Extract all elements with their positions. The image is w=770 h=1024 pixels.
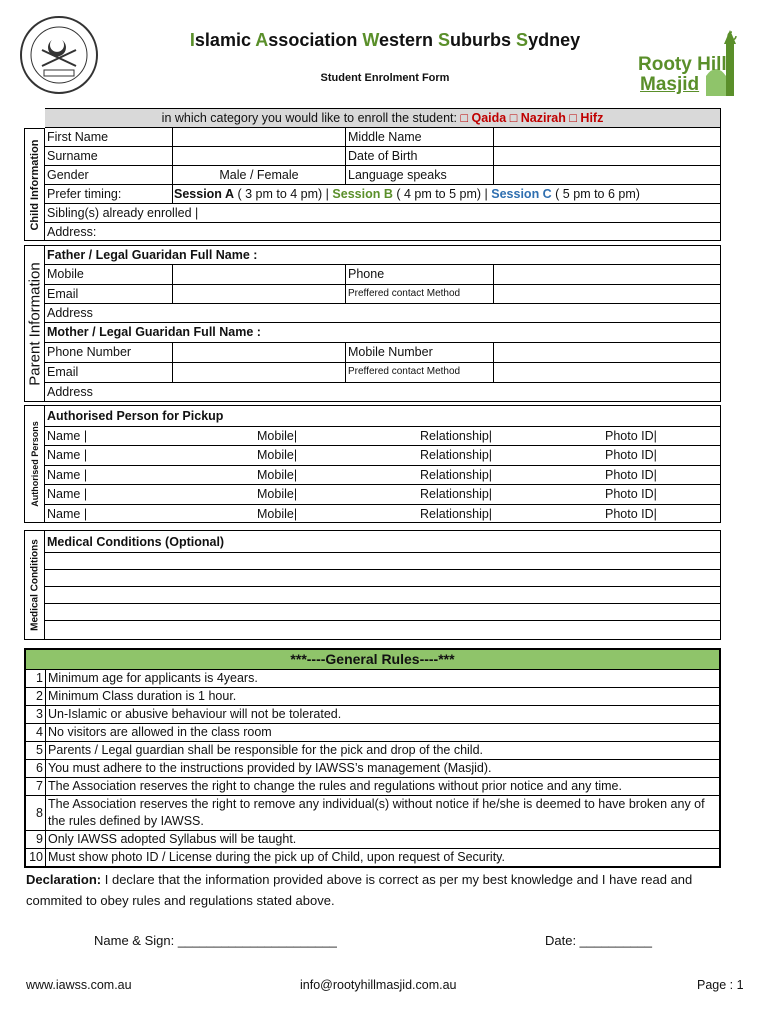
father-phone-input[interactable]	[493, 265, 720, 284]
medical-heading: Medical Conditions (Optional)	[47, 535, 225, 549]
language-input[interactable]	[493, 166, 720, 184]
category-prompt: in which category you would like to enroll the student:	[161, 111, 457, 125]
father-email-input[interactable]	[172, 285, 345, 303]
category-hifz[interactable]: □ Hifz	[569, 111, 604, 125]
authorised-mobile-label: Mobile|	[257, 506, 298, 521]
child-address-row	[45, 223, 720, 241]
declaration	[26, 869, 726, 911]
rule-item	[26, 777, 719, 795]
mother-contact-method-input[interactable]	[493, 363, 720, 382]
session-a-label: Session A	[174, 187, 234, 201]
title-capital-letter: A	[255, 30, 269, 50]
rule-number: 8	[26, 796, 46, 830]
father-address-label: Address	[47, 306, 93, 320]
medical-line[interactable]	[45, 604, 720, 621]
father-address-row	[45, 304, 720, 323]
authorised-heading-row	[45, 406, 720, 427]
child-address-label: Address:	[47, 225, 97, 239]
father-mobile-row	[45, 265, 720, 285]
title-capital-letter: S	[516, 30, 529, 50]
medical-line[interactable]	[45, 621, 720, 640]
rule-text: Must show photo ID / License during the pick up of Child, upon request of Security.	[48, 850, 505, 864]
rule-number: 4	[26, 724, 46, 741]
title-word-rest: estern	[379, 30, 439, 50]
declaration-text: I declare that the information provided above is correct as per my best knowledge and I have read and commited to obey rules and regulations stated above.	[26, 872, 693, 908]
father-email-label: Email	[47, 287, 79, 301]
parent-info-side-label: Parent Information	[24, 245, 45, 402]
title-word-rest: uburbs	[450, 30, 517, 50]
medical-side-label: Medical Conditions	[24, 530, 45, 640]
first-name-input[interactable]	[172, 128, 345, 146]
medical-line[interactable]	[45, 570, 720, 587]
gender-options[interactable]: Male / Female	[172, 166, 345, 184]
rule-item	[26, 687, 719, 705]
category-qaida[interactable]: □ Qaida	[460, 111, 507, 125]
mother-heading: Mother / Legal Guaridan Full Name :	[47, 325, 261, 339]
parent-info-section	[45, 245, 721, 402]
declaration-label: Declaration:	[26, 872, 102, 887]
authorised-name-label: Name |	[47, 506, 88, 521]
father-mobile-input[interactable]	[172, 265, 345, 284]
father-heading: Father / Legal Guaridan Full Name :	[47, 248, 258, 262]
rules-heading: ***----General Rules----***	[26, 650, 719, 669]
timing-row	[45, 185, 720, 204]
mother-phone-input[interactable]	[172, 343, 345, 362]
name-sign-field[interactable]: Name & Sign: ______________________	[94, 933, 337, 948]
mother-email-row	[45, 363, 720, 383]
surname-label: Surname	[47, 149, 98, 163]
authorised-relationship-label: Relationship|	[420, 429, 493, 443]
father-heading-row	[45, 246, 720, 265]
rule-number: 10	[26, 849, 46, 866]
form-subtitle: Student Enrolment Form	[320, 72, 450, 84]
mother-phone-row	[45, 343, 720, 363]
date-field[interactable]: Date: __________	[545, 933, 652, 948]
child-info-section	[45, 128, 721, 241]
session-b-label: Session B	[332, 187, 393, 201]
rule-text: You must adhere to the instructions provided by IAWSS’s management (Masjid).	[48, 761, 492, 775]
siblings-row	[45, 204, 720, 223]
rule-item	[26, 741, 719, 759]
rule-item	[26, 830, 719, 848]
rooty-hill-masjid-logo	[636, 24, 748, 102]
title-word-rest: ydney	[528, 30, 581, 50]
mother-address-row	[45, 383, 720, 402]
authorised-name-label: Name |	[47, 467, 88, 482]
session-b-time: ( 4 pm to 5 pm) |	[392, 187, 492, 201]
authorised-photo-label: Photo ID|	[605, 506, 657, 521]
father-phone-label: Phone	[345, 265, 493, 284]
category-nazirah[interactable]: □ Nazirah	[509, 111, 566, 125]
first-name-row	[45, 128, 720, 147]
rule-text: Parents / Legal guardian shall be responsible for the pick and drop of the child.	[48, 743, 483, 757]
surname-input[interactable]	[172, 147, 345, 165]
general-rules	[24, 648, 721, 868]
dob-label: Date of Birth	[345, 147, 493, 165]
medical-line[interactable]	[45, 553, 720, 570]
session-a-time: ( 3 pm to 4 pm) |	[233, 187, 333, 201]
authorised-persons-section	[45, 405, 721, 523]
rule-item	[26, 848, 719, 866]
mother-address-label: Address	[47, 385, 93, 399]
title-word-rest: ssociation	[268, 30, 363, 50]
authorised-relationship-label: Relationship|	[420, 506, 493, 521]
mother-mobile-label: Mobile Number	[345, 343, 493, 362]
mother-email-input[interactable]	[172, 363, 345, 382]
authorised-mobile-label: Mobile|	[257, 467, 298, 482]
authorised-mobile-label: Mobile|	[257, 487, 298, 502]
title-word-rest: slamic	[194, 30, 256, 50]
rule-item	[26, 795, 719, 830]
dob-input[interactable]	[493, 147, 720, 165]
rule-item	[26, 723, 719, 741]
rule-item	[26, 705, 719, 723]
rule-number: 5	[26, 742, 46, 759]
logo-text-line2: Masjid	[640, 74, 700, 95]
authorised-heading: Authorised Person for Pickup	[47, 409, 224, 423]
session-c-time: ( 5 pm to 6 pm)	[551, 187, 640, 201]
authorised-mobile-label: Mobile|	[257, 429, 298, 443]
mother-contact-method-label: Preffered contact Method	[345, 363, 493, 382]
siblings-label: Sibling(s) already enrolled |	[47, 206, 199, 220]
mother-phone-label: Phone Number	[47, 345, 132, 359]
father-email-row	[45, 285, 720, 304]
session-options[interactable]	[172, 185, 720, 203]
father-contact-method-input[interactable]	[493, 285, 720, 303]
rule-item	[26, 759, 719, 777]
authorised-photo-label: Photo ID|	[605, 448, 657, 463]
rule-number: 7	[26, 778, 46, 795]
authorised-photo-label: Photo ID|	[605, 467, 657, 482]
rule-text: Minimum age for applicants is 4years.	[48, 671, 258, 685]
gender-label: Gender	[47, 168, 89, 182]
surname-row	[45, 147, 720, 166]
medical-line[interactable]	[45, 587, 720, 604]
rule-text: The Association reserves the right to remove any individual(s) without notice if he/she is deemed to have broken any of the rules defined by IAWSS.	[48, 797, 705, 828]
footer-page-number: Page : 1	[697, 978, 744, 992]
rule-number: 1	[26, 670, 46, 687]
rule-text: Un-Islamic or abusive behaviour will not be tolerated.	[48, 707, 342, 721]
authorised-name-label: Name |	[47, 487, 88, 502]
authorised-person-row[interactable]	[45, 466, 720, 485]
authorised-person-row[interactable]	[45, 505, 720, 524]
authorised-person-row[interactable]	[45, 446, 720, 465]
medical-heading-row	[45, 531, 720, 553]
medical-section	[45, 530, 721, 640]
authorised-persons-side-label: Authorised Persons	[24, 405, 45, 523]
title-capital-letter: I	[189, 30, 195, 50]
first-name-label: First Name	[47, 130, 109, 144]
rule-text: Only IAWSS adopted Syllabus will be taught.	[48, 832, 297, 846]
rule-number: 9	[26, 831, 46, 848]
middle-name-input[interactable]	[493, 128, 720, 146]
authorised-photo-label: Photo ID|	[605, 429, 657, 443]
authorised-photo-label: Photo ID|	[605, 487, 657, 502]
mother-email-label: Email	[47, 365, 79, 379]
rule-text: Minimum Class duration is 1 hour.	[48, 689, 237, 703]
father-mobile-label: Mobile	[47, 267, 84, 281]
language-label: Language speaks	[345, 166, 493, 184]
gender-row	[45, 166, 720, 185]
category-selector	[45, 108, 721, 128]
mother-heading-row	[45, 323, 720, 343]
rule-text: No visitors are allowed in the class room	[48, 725, 272, 739]
authorised-relationship-label: Relationship|	[420, 448, 493, 463]
title-capital-letter: W	[362, 30, 379, 50]
child-info-side-label: Child Information	[24, 128, 45, 241]
rule-number: 3	[26, 706, 46, 723]
authorised-name-label: Name |	[47, 448, 88, 463]
title-capital-letter: S	[438, 30, 451, 50]
authorised-person-row[interactable]	[45, 485, 720, 504]
timing-label: Prefer timing:	[47, 187, 122, 201]
middle-name-label: Middle Name	[345, 128, 493, 146]
rule-text: The Association reserves the right to change the rules and regulations without prior notice and any time.	[48, 779, 622, 793]
authorised-person-row[interactable]	[45, 427, 720, 446]
mother-mobile-input[interactable]	[493, 343, 720, 362]
authorised-relationship-label: Relationship|	[420, 467, 493, 482]
session-c-label: Session C	[491, 187, 552, 201]
logo-text-line1: Rooty Hill	[638, 54, 727, 75]
footer-email[interactable]: info@rootyhillmasjid.com.au	[300, 978, 457, 992]
authorised-mobile-label: Mobile|	[257, 448, 298, 463]
rule-number: 2	[26, 688, 46, 705]
footer-website[interactable]: www.iawss.com.au	[26, 978, 132, 992]
authorised-name-label: Name |	[47, 429, 88, 443]
rule-item	[26, 669, 719, 687]
father-contact-method-label: Preffered contact Method	[345, 285, 493, 303]
rule-number: 6	[26, 760, 46, 777]
authorised-relationship-label: Relationship|	[420, 487, 493, 502]
